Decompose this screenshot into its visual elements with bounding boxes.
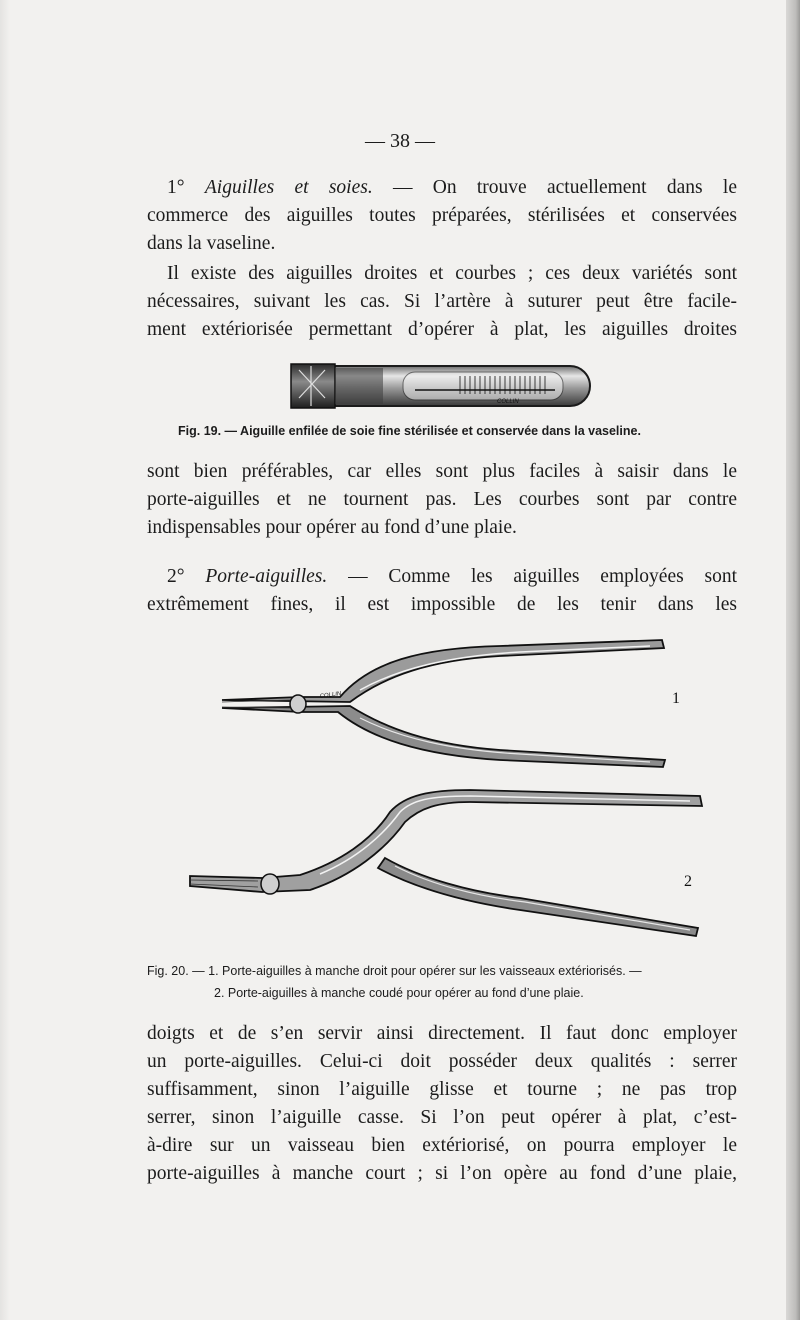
page-number: — 38 — xyxy=(365,130,435,152)
figure20-caption-line2: 2. Porte-aiguilles à manche coudé pour opérer au fond d’une plaie. xyxy=(214,986,584,1000)
figure20-instrument-label: COLLIN xyxy=(319,691,342,700)
paragraph4-line4: serrer, sinon l’aiguille casse. Si l’on peut opérer à plat, c’est- xyxy=(147,1107,737,1128)
needle-holder-bent xyxy=(190,790,702,936)
section1-line3: dans la vaseline. xyxy=(147,233,276,254)
section2-text: — Comme les aiguilles employées sont xyxy=(327,566,738,587)
figure19-tube-label: COLLIN xyxy=(497,399,519,405)
section1-line2: commerce des aiguilles toutes préparées, stérilisées et conservées xyxy=(147,205,737,226)
figure20-caption-label: Fig. 20. xyxy=(147,964,189,978)
paragraph4-line3: suffisamment, sinon l’aiguille glisse et tourne ; ne pas trop xyxy=(147,1079,737,1100)
figure19-caption-text: — Aiguille enfilée de soie fine stérilisée et conservée dans la vaseline. xyxy=(221,424,641,438)
paragraph3-line3: indispensables pour opérer au fond d’une plaie. xyxy=(147,517,517,538)
paragraph3-line2: porte-aiguilles et ne tournent pas. Les courbes sont par contre xyxy=(147,489,737,510)
figure19-caption-label: Fig. 19. xyxy=(178,424,222,438)
figure20-caption-text1: — 1. Porte-aiguilles à manche droit pour opérer sur les vaisseaux extériorisés. — xyxy=(188,964,642,978)
paragraph2-line1: Il existe des aiguilles droites et courbes ; ces deux variétés sont xyxy=(167,263,737,284)
paragraph3-line1: sont bien préférables, car elles sont plus faciles à saisir dans le xyxy=(147,461,737,482)
paragraph4-line1: doigts et de s’en servir ainsi directement. Il faut donc employer xyxy=(147,1023,737,1044)
figure20-number-2: 2 xyxy=(684,873,692,890)
paragraph4-line5: à-dire sur un vaisseau bien extériorisé, on pourra employer le xyxy=(147,1135,737,1156)
figure20-number-1: 1 xyxy=(672,690,680,707)
figure20-caption-line1 xyxy=(147,964,642,978)
section1-text: — On trouve actuellement dans le xyxy=(372,177,737,198)
paragraph2-line3: ment extériorisée permettant d’opérer à plat, les aiguilles droites xyxy=(147,319,737,340)
paragraph2-line2: nécessaires, suivant les cas. Si l’artère à suturer peut être facile- xyxy=(147,291,737,312)
section1-number: 1° xyxy=(167,177,185,198)
section2-line2: extrêmement fines, il est impossible de les tenir dans les xyxy=(147,594,737,615)
paragraph4-line2: un porte-aiguilles. Celui-ci doit posséder deux qualités : serrer xyxy=(147,1051,737,1072)
section1-title: Aiguilles et soies. xyxy=(204,177,373,198)
paragraph4-line6: porte-aiguilles à manche court ; si l’on opère au fond d’une plaie, xyxy=(147,1163,737,1184)
section2-title: Porte-aiguilles. xyxy=(205,566,328,587)
needle-holder-straight xyxy=(222,640,665,767)
section2-number: 2° xyxy=(167,566,185,587)
